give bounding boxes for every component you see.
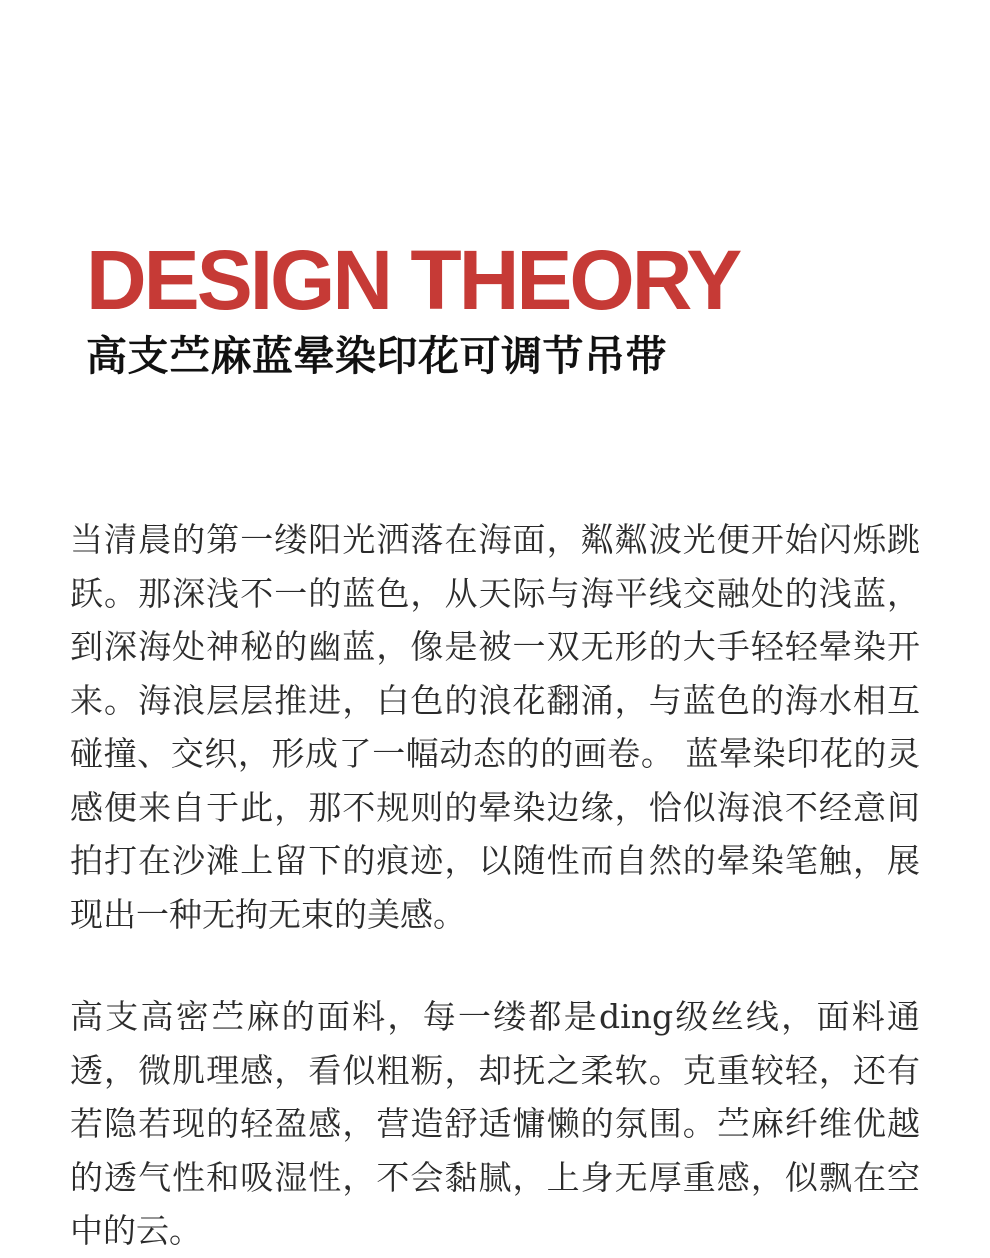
- body-paragraph-1: 当清晨的第一缕阳光洒落在海面，粼粼波光便开始闪烁跳跃。那深浅不一的蓝色，从天际与海平线交融处的浅蓝，到深海处神秘的幽蓝，像是被一双无形的大手轻轻晕染开来。海浪层层推进，白色的浪花翻涌，与蓝色的海水相互碰撞、交织，形成了一幅动态的的画卷。 蓝晕染印花的灵感便来自于此，那不规则的晕染边缘，恰似海浪不经意间拍打在沙滩上留下的痕迹，以随性而自然的晕染笔触，展现出一种无拘无束的美感。: [70, 520, 920, 934]
- body-paragraph-2: 高支高密苎麻的面料，每一缕都是ding级丝线，面料通透，微肌理感，看似粗粝，却抚之柔软。克重较轻，还有若隐若现的轻盈感，营造舒适慵懒的氛围。苎麻纤维优越的透气性和吸湿性，不会黏腻，上身无厚重感，似飘在空中的云。: [70, 997, 920, 1250]
- page-subtitle: 高支苎麻蓝晕染印花可调节吊带: [86, 332, 667, 380]
- page-title: DESIGN THEORY: [86, 233, 740, 327]
